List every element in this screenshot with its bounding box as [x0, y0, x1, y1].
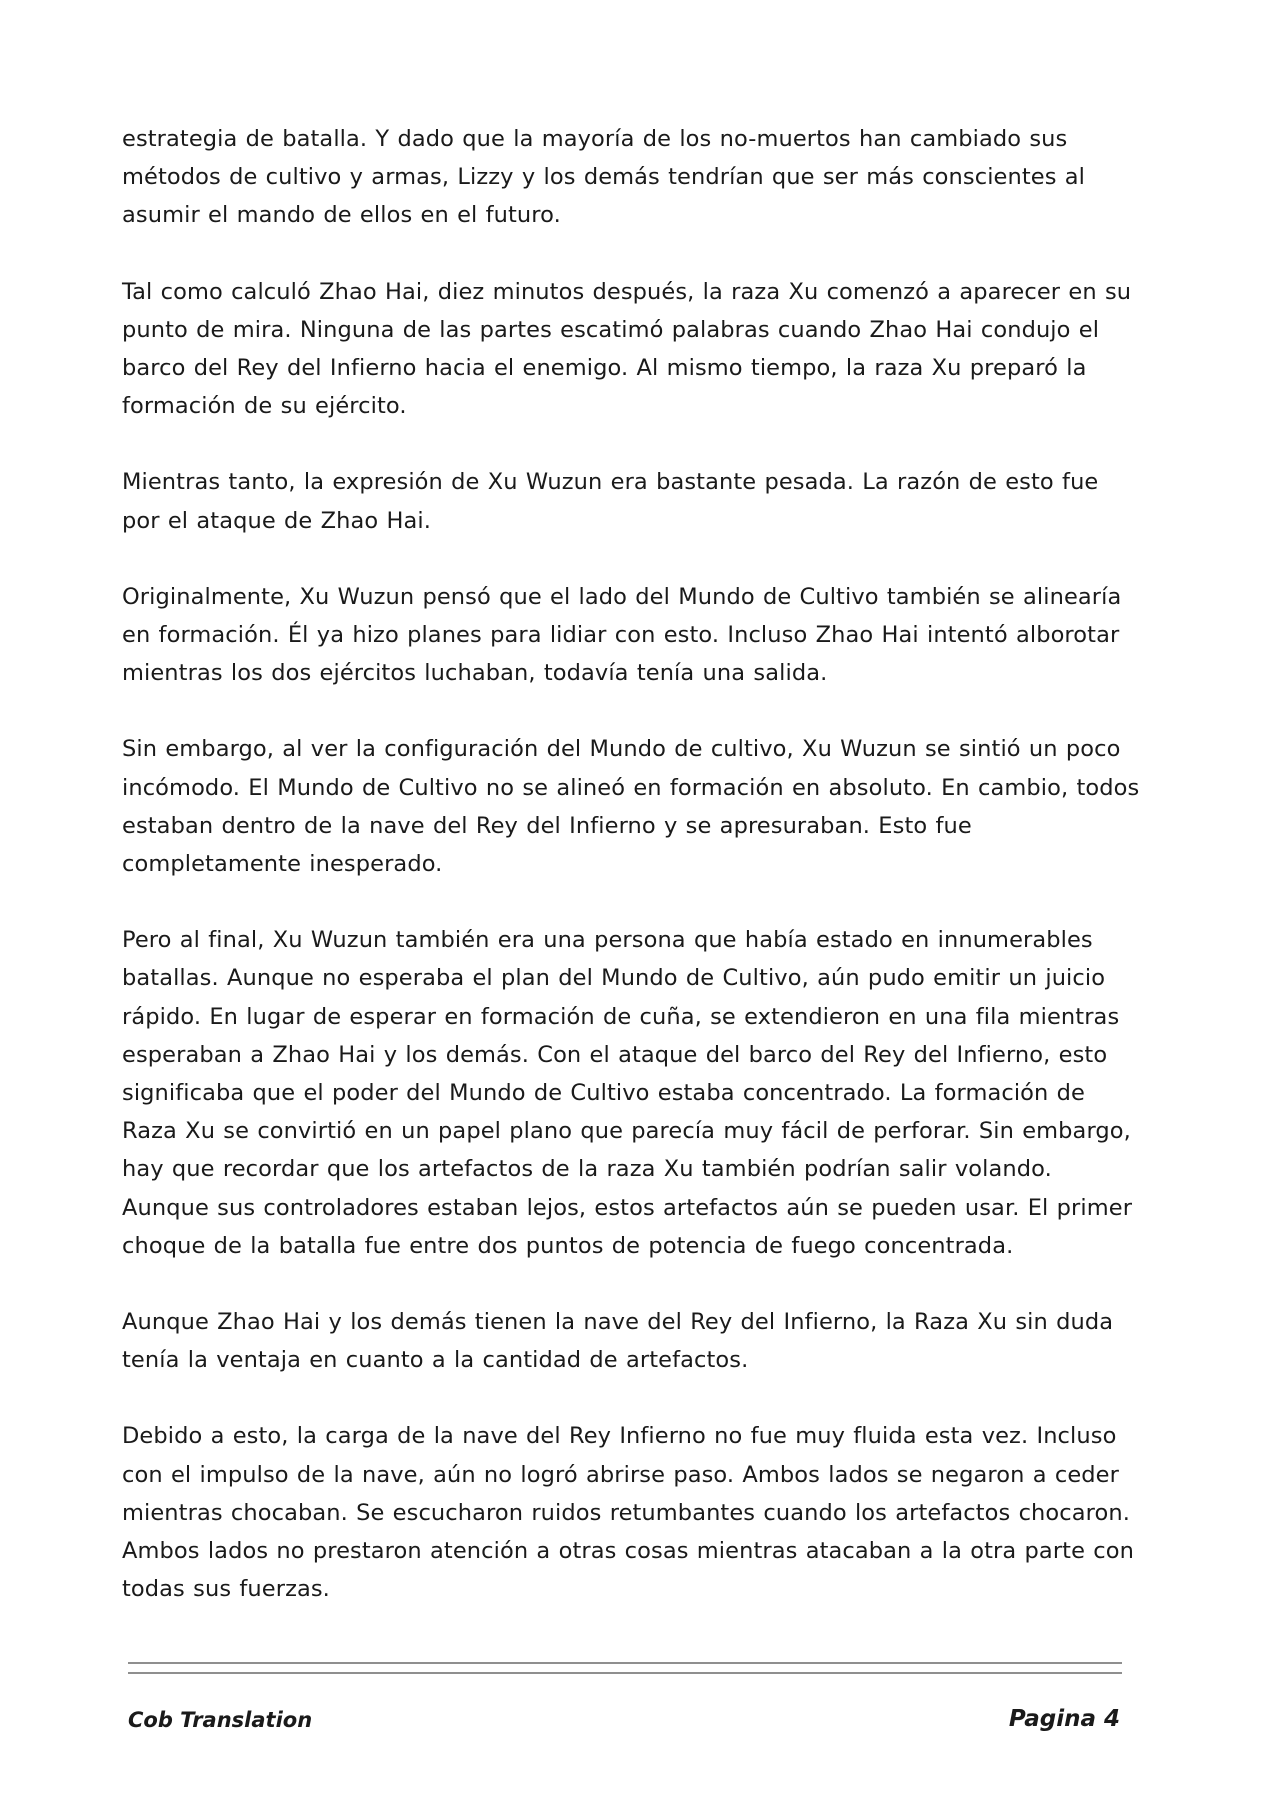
footer-divider-top [128, 1662, 1122, 1664]
paragraph-6: Pero al final, Xu Wuzun también era una persona que había estado en innumerables batallas. Aunque no esperaba el plan del Mundo de Cultivo, aún pudo emitir un juicio rápido. En lugar de esperar en formación de cuña, se extendieron en una fila mientras esperaban a Zhao Hai y los demás. Con el ataque del barco del Rey del Infierno, esto significaba que el poder del Mundo de Cultivo estaba concentrado. La formación de Raza Xu se convirtió en un papel plano que parecía muy fácil de perforar. Sin embargo, hay que recordar que los artefactos de la raza Xu también podrían salir volando. Aunque sus controladores estaban lejos, estos artefactos aún se pueden usar. El primer choque de la batalla fue entre dos puntos de potencia de fuego concentrada. [122, 927, 1133, 1259]
document-body [122, 120, 1142, 1647]
paragraph-8: Debido a esto, la carga de la nave del Rey Infierno no fue muy fluida esta vez. Incluso con el impulso de la nave, aún no logró abrirse paso. Ambos lados se negaron a ceder mientras chocaban. Se escucharon ruidos retumbantes cuando los artefactos chocaron. Ambos lados no prestaron atención a otras cosas mientras atacaban a la otra parte con todas sus fuerzas. [122, 1423, 1134, 1603]
paragraph-3: Mientras tanto, la expresión de Xu Wuzun era bastante pesada. La razón de esto fue por el ataque de Zhao Hai. [122, 469, 1099, 534]
paragraph-5: Sin embargo, al ver la configuración del Mundo de cultivo, Xu Wuzun se sintió un poco incómodo. El Mundo de Cultivo no se alineó en formación en absoluto. En cambio, todos estaban dentro de la nave del Rey del Infierno y se apresuraban. Esto fue completamente inesperado. [122, 736, 1140, 878]
paragraph-2: Tal como calculó Zhao Hai, diez minutos después, la raza Xu comenzó a aparecer en su punto de mira. Ninguna de las partes escatimó palabras cuando Zhao Hai condujo el barco del Rey del Infierno hacia el enemigo. Al mismo tiempo, la raza Xu preparó la formación de su ejército. [122, 278, 1132, 420]
footer-page-number: Pagina 4 [1008, 1706, 1120, 1732]
paragraph-4: Originalmente, Xu Wuzun pensó que el lado del Mundo de Cultivo también se alinearía en formación. Él ya hizo planes para lidiar con esto. Incluso Zhao Hai intentó alborotar mientras los dos ejércitos luchaban, todavía tenía una salida. [122, 583, 1122, 687]
footer-divider-bottom [128, 1672, 1122, 1674]
footer-translator-name: Cob Translation [128, 1708, 313, 1732]
paragraph-1: estrategia de batalla. Y dado que la mayoría de los no-muertos han cambiado sus métodos de cultivo y armas, Lizzy y los demás tendrían que ser más conscientes al asumir el mando de ellos en el futuro. [122, 126, 1086, 229]
paragraph-7: Aunque Zhao Hai y los demás tienen la nave del Rey del Infierno, la Raza Xu sin duda tenía la ventaja en cuanto a la cantidad de artefactos. [122, 1309, 1114, 1374]
